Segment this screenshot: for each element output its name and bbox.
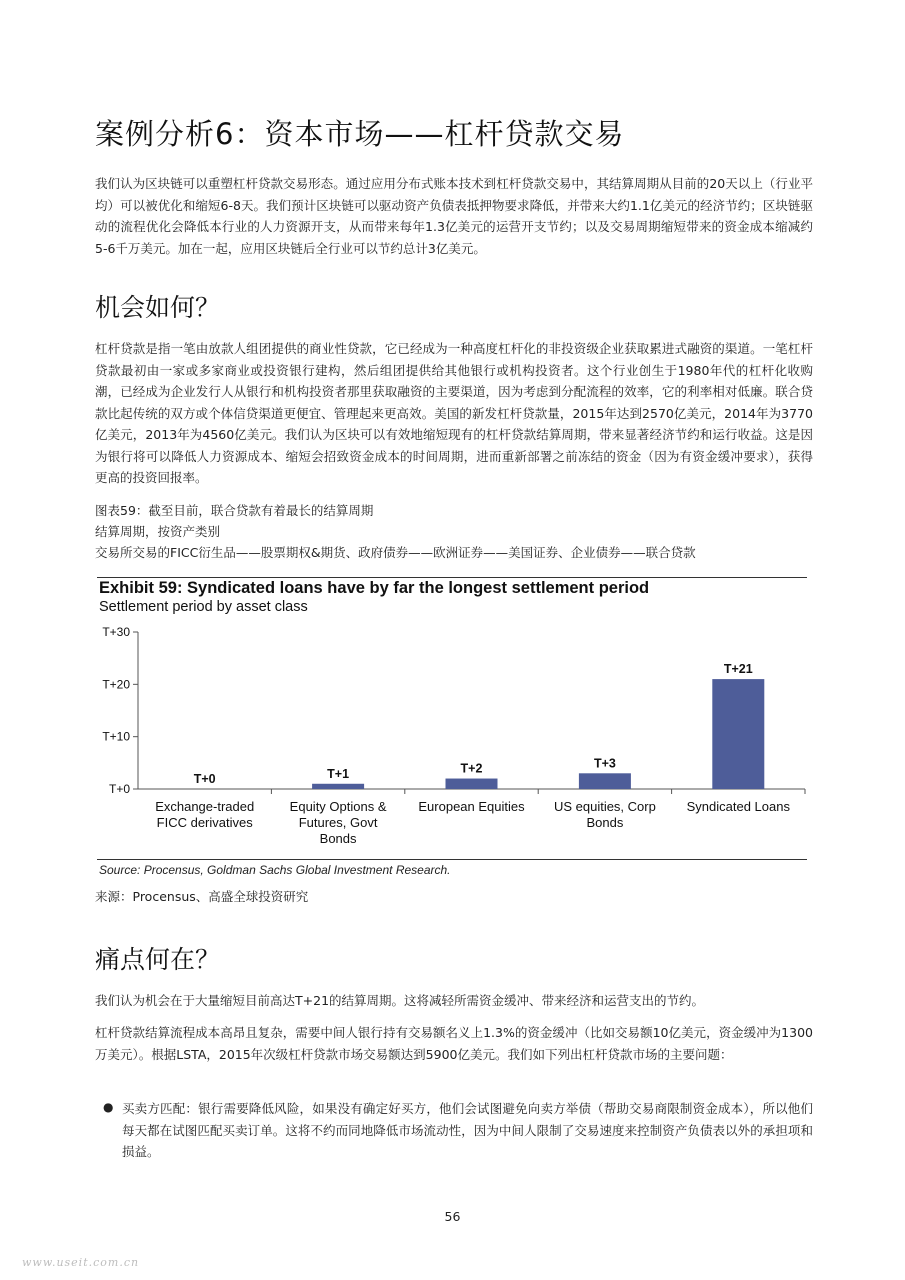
x-tick-label: European Equities — [418, 799, 525, 814]
bar — [712, 679, 764, 789]
page-number: 56 — [444, 1209, 461, 1224]
opportunity-paragraph: 杠杆贷款是指一笔由放款人组团提供的商业性贷款，它已经成为一种高度杠杆化的非投资级企业获取累进式融资的渠道。一笔杠杆贷款最初由一家或多家商业或投资银行建构，然后组团提供给其他银行或机构投资者。这个行业创生于1980年代的杠杆化收购潮，已经成为企业发行人从银行和机构投资者那里获取融资的主要渠道，因为考虑到分配流程的效率，它的利率相对低廉。联合贷款比起传统的双方或个体信贷渠道更便宜、管理起来更高效。美国的新发杠杆贷款量，2015年达到2570亿美元，2014年为3770亿美元，2013年为4560亿美元。我们认为区块可以有效地缩短现有的杠杆贷款结算周期，带来显著经济节约和运行收益。这是因为银行将可以降低人力资源成本、缩短会招致资金成本的时间周期，进而重新部署之前冻结的资金（因为有资金缓冲要求），获得更高的投资回报率。 — [95, 341, 813, 485]
data-label: T+0 — [193, 772, 216, 786]
figure-caption-categories: 交易所交易的FICC衍生品——股票期权&期货、政府债券——欧洲证券——美国证券、企业债券——联合贷款 — [95, 545, 696, 560]
y-tick-label: T+20 — [102, 677, 130, 692]
exhibit-bottom-rule — [97, 859, 807, 860]
bar — [579, 773, 631, 789]
exhibit-59-chart — [97, 577, 807, 883]
section-heading-pain-points: 痛点何在？ — [95, 945, 221, 974]
bar — [446, 779, 498, 789]
bullet-item-1: 买卖方匹配：银行需要降低风险，如果没有确定好买方，他们会试图避免向卖方举债（帮助交易商限制资金成本），所以他们每天都在试图匹配买卖订单。这将不约而同地降低市场流动性，因为中间人限制了交易速度来控制资产负债表以外的承担项和损益。 — [122, 1101, 813, 1159]
figure-caption-title: 图表59：截至目前，联合贷款有着最长的结算周期 — [95, 503, 374, 518]
figure-caption-subtitle: 结算周期，按资产类别 — [95, 524, 221, 539]
bar-chart-svg — [97, 577, 807, 857]
pain-points-paragraph-1: 我们认为机会在于大量缩短目前高达T+21的结算周期。这将减轻所需资金缓冲、带来经济和运营支出的节约。 — [95, 993, 705, 1008]
y-tick-label: T+30 — [102, 625, 130, 639]
intro-paragraph: 我们认为区块链可以重塑杠杆贷款交易形态。通过应用分布式账本技术到杠杆贷款交易中，其结算周期从目前的20天以上（行业平均）可以被优化和缩短6-8天。我们预计区块链可以驱动资产负债表抵押物要求降低，并带来大约1.1亿美元的经济节约；区块链驱动的流程优化会降低本行业的人力资源开支，从而带来每年1.3亿美元的运营开支节约；以及交易周期缩短带来的资金成本缩减约5-6千万美元。加在一起，应用区块链后全行业可以节约总计3亿美元。 — [95, 176, 813, 256]
page-title: 案例分析6：资本市场——杠杆贷款交易 — [95, 117, 625, 151]
chart-title: Exhibit 59: Syndicated loans have by far the longest settlement period — [99, 579, 650, 597]
x-tick-label: US equities, Corp — [553, 799, 656, 814]
y-tick-label: T+0 — [108, 782, 130, 796]
data-label: T+1 — [327, 766, 350, 781]
chart-source: Source: Procensus, Goldman Sachs Global Investment Research. — [99, 863, 451, 877]
section-heading-opportunity: 机会如何？ — [95, 293, 221, 322]
x-tick-label: Equity Options & — [289, 799, 387, 814]
bar — [312, 784, 364, 789]
chart-subtitle: Settlement period by asset class — [99, 599, 308, 615]
pain-points-paragraph-2: 杠杆贷款结算流程成本高昂且复杂，需要中间人银行持有交易额名义上1.3%的资金缓冲（比如交易额10亿美元，资金缓冲为1300万美元）。根据LSTA，2015年次级杠杆贷款市场交易额达到5900亿美元。我们如下列出杠杆贷款市场的主要问题： — [95, 1025, 813, 1062]
y-tick-label: T+10 — [102, 729, 130, 744]
data-label: T+21 — [723, 662, 753, 677]
x-tick-label: Bonds — [586, 815, 624, 830]
figure-source-cn: 来源：Procensus、高盛全球投资研究 — [95, 889, 309, 904]
x-tick-label: Bonds — [319, 831, 357, 846]
watermark: www.useit.com.cn — [22, 1256, 140, 1269]
data-label: T+3 — [593, 756, 616, 771]
x-tick-label: FICC derivatives — [156, 815, 253, 830]
bullet-dot: ● — [103, 1100, 114, 1114]
x-tick-label: Syndicated Loans — [686, 799, 790, 814]
data-label: T+2 — [460, 761, 483, 776]
x-tick-label: Exchange-traded — [155, 799, 255, 814]
x-tick-label: Futures, Govt — [298, 815, 378, 830]
